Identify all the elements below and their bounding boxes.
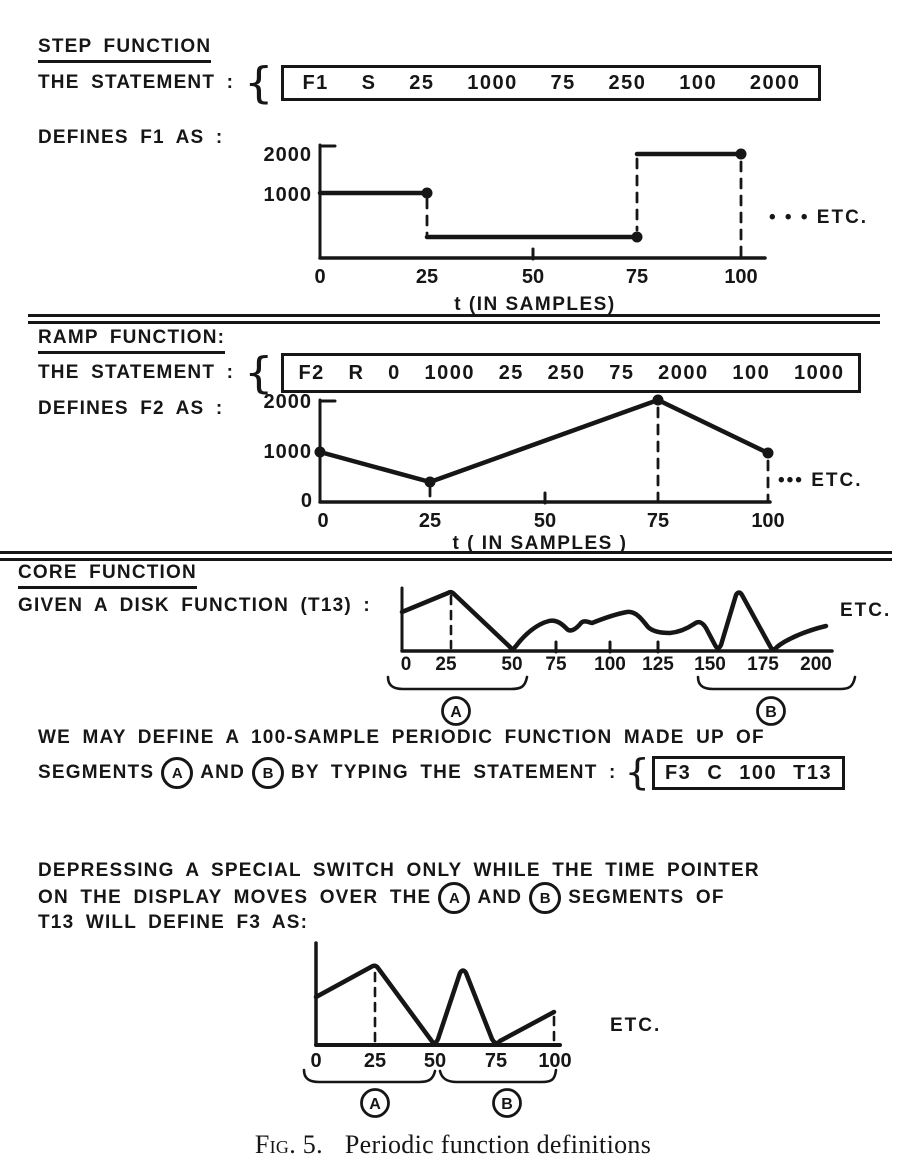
x-tick-label: 25	[363, 1050, 387, 1072]
x-tick-label: 0	[314, 266, 326, 288]
circled-a: A	[161, 757, 193, 789]
segment-a-brace	[388, 677, 527, 689]
switch-text-line3: T13 WILL DEFINE F3 AS:	[38, 912, 309, 933]
left-brace-glyph: {	[244, 348, 274, 398]
left-brace-glyph: {	[244, 58, 274, 108]
statement-token: C	[707, 761, 724, 784]
x-tick-label: 0	[310, 1050, 322, 1072]
section-divider	[28, 314, 880, 324]
circled-b: B	[529, 882, 561, 914]
statement-token: 2000	[749, 71, 801, 94]
statement-token: 25	[498, 361, 524, 384]
statement-token: F3	[664, 761, 692, 784]
f3-curve	[316, 966, 554, 1043]
x-tick-label: 100	[538, 1050, 572, 1072]
x-axis-label: t ( IN SAMPLES )	[452, 533, 628, 554]
etc-annotation: ••• ETC.	[778, 470, 863, 491]
data-dot	[422, 188, 433, 199]
x-tick-label: 150	[694, 654, 726, 675]
step-section-heading: STEP FUNCTION	[38, 36, 211, 63]
section-divider	[0, 551, 892, 561]
step-plot	[235, 130, 895, 320]
statement-token: 2000	[658, 361, 709, 384]
statement-token: 250	[547, 361, 586, 384]
x-tick-label: 75	[625, 266, 649, 288]
ramp-line	[320, 400, 768, 482]
etc-annotation: • • • ETC.	[769, 207, 869, 228]
data-dot	[736, 149, 747, 160]
y-tick-label-2000: 2000	[263, 391, 312, 413]
statement-token: T13	[793, 761, 833, 784]
y-tick-label-1000: 1000	[263, 184, 312, 206]
x-tick-label: 25	[435, 654, 457, 675]
segment-b-label: B	[765, 704, 777, 721]
x-tick-label: 200	[800, 654, 832, 675]
statement-token: 100	[732, 361, 771, 384]
etc-annotation: ETC.	[610, 1015, 662, 1036]
y-tick-label-1000: 1000	[263, 441, 312, 463]
define-text-segment: SEGMENTS	[38, 762, 155, 783]
circled-b: B	[252, 757, 284, 789]
core-section-heading: CORE FUNCTION	[18, 562, 197, 589]
segment-a-label: A	[369, 1096, 381, 1113]
x-tick-label: 0	[317, 510, 329, 532]
x-tick-label: 25	[418, 510, 442, 532]
x-tick-label: 0	[400, 654, 412, 675]
switch-text-segment: SEGMENTS OF	[568, 887, 725, 908]
ramp-statement-label: THE STATEMENT :	[38, 362, 235, 383]
step-statement-box	[281, 65, 821, 101]
switch-text-line1: DEPRESSING A SPECIAL SWITCH ONLY WHILE THE TIME POINTER	[38, 860, 760, 881]
switch-text-segment: AND	[477, 887, 523, 908]
statement-token: 100	[679, 71, 718, 94]
statement-token: 75	[609, 361, 635, 384]
ramp-section-heading: RAMP FUNCTION:	[38, 327, 225, 354]
segment-b-brace	[698, 677, 855, 689]
x-tick-label: 75	[545, 654, 567, 675]
f3-plot	[280, 933, 710, 1125]
figure-caption	[0, 1130, 906, 1160]
data-dot	[653, 395, 664, 406]
define-text-line1: WE MAY DEFINE A 100-SAMPLE PERIODIC FUNCTION MADE UP OF	[38, 727, 765, 748]
define-text-line2	[38, 751, 845, 795]
statement-token: F1	[302, 71, 329, 94]
x-tick-label: 175	[747, 654, 779, 675]
x-tick-label: 125	[642, 654, 674, 675]
statement-token: 100	[739, 761, 778, 784]
statement-token: 75	[550, 71, 576, 94]
x-tick-label: 100	[751, 510, 785, 532]
x-tick-label: 75	[646, 510, 670, 532]
ramp-statement-box	[281, 353, 861, 393]
ramp-defines-label: DEFINES F2 AS :	[38, 398, 224, 419]
step-statement-row	[38, 60, 821, 106]
step-statement-label: THE STATEMENT :	[38, 72, 235, 93]
data-dot	[425, 477, 436, 488]
define-text-segment: AND	[200, 762, 245, 783]
statement-token: S	[361, 71, 377, 94]
x-tick-label: 50	[501, 654, 523, 675]
x-axis-label: t (IN SAMPLES)	[454, 294, 616, 315]
data-dot	[315, 447, 326, 458]
step-defines-label: DEFINES F1 AS :	[38, 127, 224, 148]
define-text-segment: BY TYPING THE STATEMENT :	[291, 762, 617, 783]
figure-caption-number: Fig. 5.	[254, 1130, 323, 1159]
statement-token: 1000	[467, 71, 518, 94]
x-tick-label: 25	[415, 266, 439, 288]
disk-function-curve	[402, 592, 826, 649]
statement-token: 1000	[424, 361, 475, 384]
x-tick-label: 50	[423, 1050, 447, 1072]
circled-a: A	[438, 882, 470, 914]
left-brace-glyph: {	[624, 751, 650, 795]
statement-token: 25	[409, 71, 435, 94]
x-tick-label: 50	[533, 510, 557, 532]
segment-a-label: A	[450, 704, 462, 721]
y-tick-label-2000: 2000	[263, 144, 312, 166]
statement-token: F2	[298, 361, 325, 384]
data-dot	[763, 448, 774, 459]
x-tick-label: 75	[484, 1050, 508, 1072]
f3-statement-box	[652, 756, 845, 790]
statement-token: 1000	[793, 361, 845, 384]
data-dot	[632, 232, 643, 243]
switch-text-line2	[38, 883, 725, 913]
x-tick-label: 100	[594, 654, 626, 675]
core-plot	[385, 578, 906, 738]
y-tick-label-0: 0	[300, 490, 312, 512]
segment-b-label: B	[501, 1096, 513, 1113]
x-tick-label: 50	[521, 266, 545, 288]
core-given-label: GIVEN A DISK FUNCTION (T13) :	[18, 595, 371, 616]
figure-caption-text: Periodic function definitions	[344, 1130, 652, 1159]
x-tick-label: 100	[724, 266, 758, 288]
statement-token: 0	[388, 361, 401, 384]
switch-text-segment: ON THE DISPLAY MOVES OVER THE	[38, 887, 432, 908]
statement-token: R	[348, 361, 365, 384]
etc-annotation: ETC.	[840, 600, 892, 621]
ramp-plot	[235, 388, 895, 560]
statement-token: 250	[608, 71, 647, 94]
